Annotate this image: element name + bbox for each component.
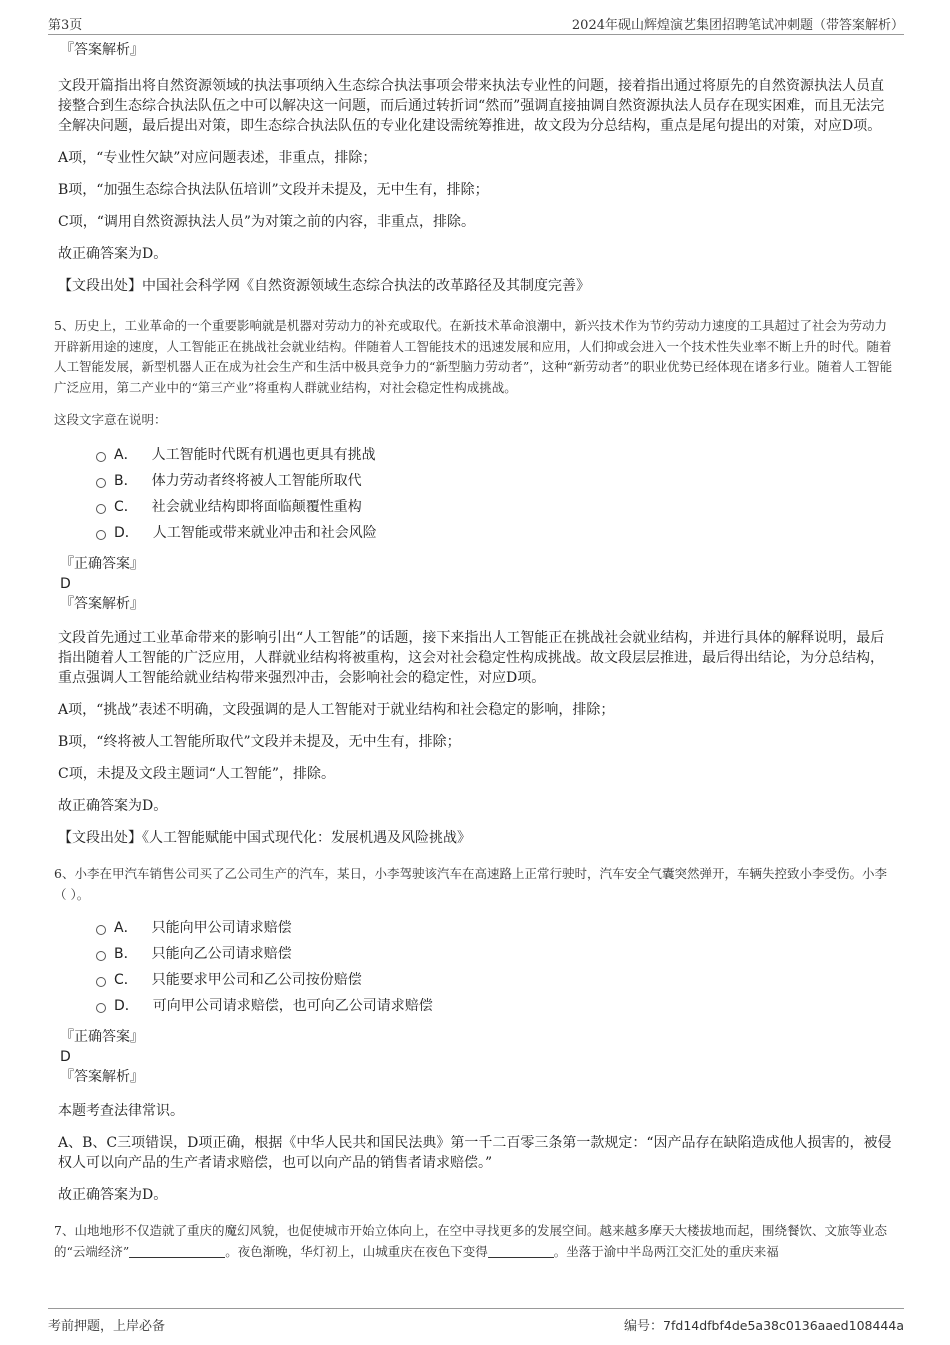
q6-analysis: A、B、C三项错误，D项正确，根据《中华人民共和国民法典》第一千二百零三条第一款规定：“因产品存在缺陷造成他人损害的，被侵权人可以向产品的生产者请求赔偿，也可以向产品的销售者请求赔偿。” <box>58 1135 892 1171</box>
page-footer <box>48 1308 904 1333</box>
q5-correct-label: 『正确答案』 <box>60 556 144 572</box>
footer-slogan: 考前押题，上岸必备 <box>48 1319 166 1334</box>
footer-code: 编号：7fd14dfbf4de5a38c0136aaed108444a <box>624 1318 904 1334</box>
radio-icon[interactable] <box>96 951 106 961</box>
radio-icon[interactable] <box>96 504 106 514</box>
radio-icon[interactable] <box>96 478 106 488</box>
q4-conclusion: 故正确答案为D。 <box>58 246 168 262</box>
fill-blank-1[interactable] <box>129 1243 225 1258</box>
q6-option-b[interactable]: B． 只能向乙公司请求赔偿 <box>96 941 896 967</box>
q4-option-b-note: B项，“加强生态综合执法队伍培训”文段并未提及，无中生有，排除； <box>58 182 489 198</box>
page-number: 第3页 <box>48 18 83 33</box>
q6-option-d[interactable]: D． 可向甲公司请求赔偿，也可向乙公司请求赔偿 <box>96 993 896 1019</box>
q5-analysis-label: 『答案解析』 <box>60 596 144 612</box>
q5-option-a-note: A项，“挑战”表述不明确，文段强调的是人工智能对于就业结构和社会稳定的影响，排除； <box>58 702 615 718</box>
q5-correct-answer: D <box>60 576 71 592</box>
q5-option-c-note: C项，未提及文段主题词“人工智能”，排除。 <box>58 766 336 782</box>
page-content <box>54 40 896 1262</box>
q6-conclusion: 故正确答案为D。 <box>58 1187 168 1203</box>
q5-options <box>96 442 896 546</box>
q5-option-d[interactable]: D． 人工智能或带来就业冲击和社会风险 <box>96 520 896 546</box>
q7-stem: 7、山地地形不仅造就了重庆的魔幻风貌，也促使城市开始立体向上，在空中寻找更多的发展空间。越来越多摩天大楼拔地而起，围绕餐饮、文旅等业态的“云端经济” 。夜色渐晚，华灯初上，山城重庆在夜色下变得 。坐落于渝中半岛两江交汇处的重庆来福 <box>54 1223 887 1259</box>
q6-correct-label: 『正确答案』 <box>60 1029 144 1045</box>
fill-blank-2[interactable] <box>488 1243 554 1258</box>
q6-analysis-intro: 本题考查法律常识。 <box>58 1103 184 1119</box>
q4-option-a-note: A项，“专业性欠缺”对应问题表述，非重点，排除； <box>58 150 377 166</box>
q5-option-b-note: B项，“终将被人工智能所取代”文段并未提及，无中生有，排除； <box>58 734 461 750</box>
q6-option-c[interactable]: C． 只能要求甲公司和乙公司按份赔偿 <box>96 967 896 993</box>
q4-analysis: 文段开篇指出将自然资源领域的执法事项纳入生态综合执法事项会带来执法专业性的问题，接着指出通过将原先的自然资源执法人员直接整合到生态综合执法队伍之中可以解决这一问题，而后通过转折词“然而”强调直接抽调自然资源执法人员存在现实困难，而且无法完全解决问题，最后提出对策，即生态综合执法队伍的专业化建设需统筹推进，故文段为分总结构，重点是尾句提出的对策，对应D项。 <box>58 78 885 134</box>
q4-option-c-note: C项，“调用自然资源执法人员”为对策之前的内容，非重点，排除。 <box>58 214 476 230</box>
q4-source: 【文段出处】中国社会科学网《自然资源领域生态综合执法的改革路径及其制度完善》 <box>58 278 590 294</box>
radio-icon[interactable] <box>96 530 106 540</box>
q5-analysis: 文段首先通过工业革命带来的影响引出“人工智能”的话题，接下来指出人工智能正在挑战社会就业结构，并进行具体的解释说明，最后指出随着人工智能的广泛应用，人群就业结构将被重构，这会对社会稳定性构成挑战。故文段层层推进，最后得出结论，为分总结构，重点强调人工智能给就业结构带来强烈冲击，会影响社会的稳定性，对应D项。 <box>58 630 885 686</box>
q6-option-a[interactable]: A． 只能向甲公司请求赔偿 <box>96 915 896 941</box>
q5-option-c[interactable]: C． 社会就业结构即将面临颠覆性重构 <box>96 494 896 520</box>
q6-stem: 6、小李在甲汽车销售公司买了乙公司生产的汽车，某日，小李驾驶该汽车在高速路上正常行驶时，汽车安全气囊突然弹开，车辆失控致小李受伤。小李（ ）。 <box>54 866 887 902</box>
q5-option-b[interactable]: B． 体力劳动者终将被人工智能所取代 <box>96 468 896 494</box>
q5-conclusion: 故正确答案为D。 <box>58 798 168 814</box>
radio-icon[interactable] <box>96 1003 106 1013</box>
page-header <box>48 12 904 35</box>
radio-icon[interactable] <box>96 977 106 987</box>
q5-source: 【文段出处】《人工智能赋能中国式现代化：发展机遇及风险挑战》 <box>58 830 471 846</box>
document-title: 2024年砚山辉煌演艺集团招聘笔试冲刺题（带答案解析） <box>571 18 904 33</box>
q5-option-a[interactable]: A． 人工智能时代既有机遇也更具有挑战 <box>96 442 896 468</box>
q6-correct-answer: D <box>60 1049 71 1065</box>
q6-options <box>96 915 896 1019</box>
q4-analysis-label: 『答案解析』 <box>60 42 144 58</box>
q5-prompt: 这段文字意在说明： <box>54 412 167 427</box>
radio-icon[interactable] <box>96 925 106 935</box>
q5-stem: 5、历史上，工业革命的一个重要影响就是机器对劳动力的补充或取代。在新技术革命浪潮中，新兴技术作为节约劳动力速度的工具超过了社会为劳动力开辟新用途的速度，人工智能正在挑战社会就业结构。伴随着人工智能技术的迅速发展和应用，人们抑或会进入一个技术性失业率不断上升的时代。随着人工智能发展，新型机器人正在成为社会生产和生活中极具竞争力的“新型脑力劳动者”，这种“新劳动者”的职业优势已经体现在诸多行业。随着人工智能广泛应用，第二产业中的“第三产业”将重构人群就业结构，对社会稳定性构成挑战。 <box>54 318 893 395</box>
q6-analysis-label: 『答案解析』 <box>60 1069 144 1085</box>
radio-icon[interactable] <box>96 452 106 462</box>
